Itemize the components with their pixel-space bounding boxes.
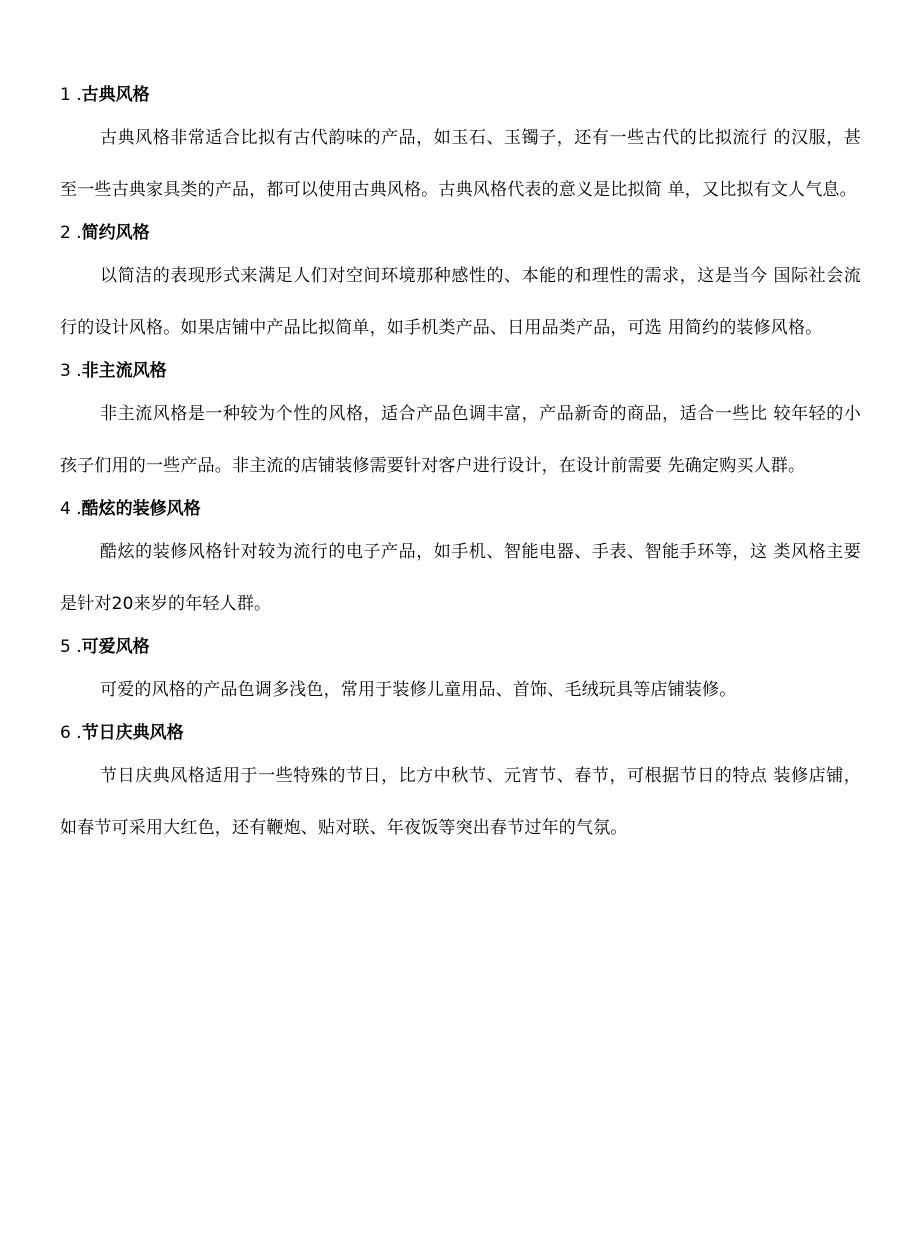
section-heading [60, 216, 861, 250]
section-heading [60, 78, 861, 112]
section-title: 古典风格 [81, 85, 150, 105]
section-number: 4 . [60, 499, 82, 519]
section-title: 简约风格 [81, 223, 150, 243]
section-cool-decor [60, 492, 861, 630]
section-heading [60, 716, 861, 750]
section-number: 1 . [60, 85, 82, 105]
section-heading [60, 492, 861, 526]
section-body: 酷炫的装修风格针对较为流行的电子产品，如手机、智能电器、手表、智能手环等，这 类风格主要是针对20来岁的年轻人群。 [60, 542, 861, 614]
section-heading [60, 630, 861, 664]
section-body: 节日庆典风格适用于一些特殊的节日，比方中秋节、元宵节、春节，可根据节日的特点 装修店铺，如春节可采用大红色，还有鞭炮、贴对联、年夜饭等突出春节过年的气氛。 [60, 766, 861, 838]
section-number: 2 . [60, 223, 82, 243]
section-heading [60, 354, 861, 388]
section-minimalist [60, 216, 861, 354]
section-title: 酷炫的装修风格 [81, 499, 201, 519]
section-classical [60, 78, 861, 216]
section-cute [60, 630, 861, 716]
section-number: 6 . [60, 723, 82, 743]
section-non-mainstream [60, 354, 861, 492]
section-body: 古典风格非常适合比拟有古代韵味的产品，如玉石、玉镯子，还有一些古代的比拟流行 的汉服，甚至一些古典家具类的产品，都可以使用古典风格。古典风格代表的意义是比拟简 单，又比拟有文人气息。 [60, 128, 861, 200]
section-number: 5 . [60, 637, 82, 657]
section-title: 非主流风格 [81, 361, 167, 381]
section-body: 可爱的风格的产品色调多浅色，常用于装修儿童用品、首饰、毛绒玩具等店铺装修。 [100, 680, 737, 700]
section-number: 3 . [60, 361, 82, 381]
document-page [60, 78, 861, 854]
section-body: 以简洁的表现形式来满足人们对空间环境那种感性的、本能的和理性的需求，这是当今 国际社会流行的设计风格。如果店铺中产品比拟简单，如手机类产品、日用品类产品，可选 用简约的装修风格。 [60, 266, 861, 338]
section-festival [60, 716, 861, 854]
section-title: 节日庆典风格 [81, 723, 184, 743]
section-body: 非主流风格是一种较为个性的风格，适合产品色调丰富，产品新奇的商品，适合一些比 较年轻的小孩子们用的一些产品。非主流的店铺装修需要针对客户进行设计，在设计前需要 先确定购买人群。 [60, 404, 861, 476]
section-title: 可爱风格 [81, 637, 150, 657]
